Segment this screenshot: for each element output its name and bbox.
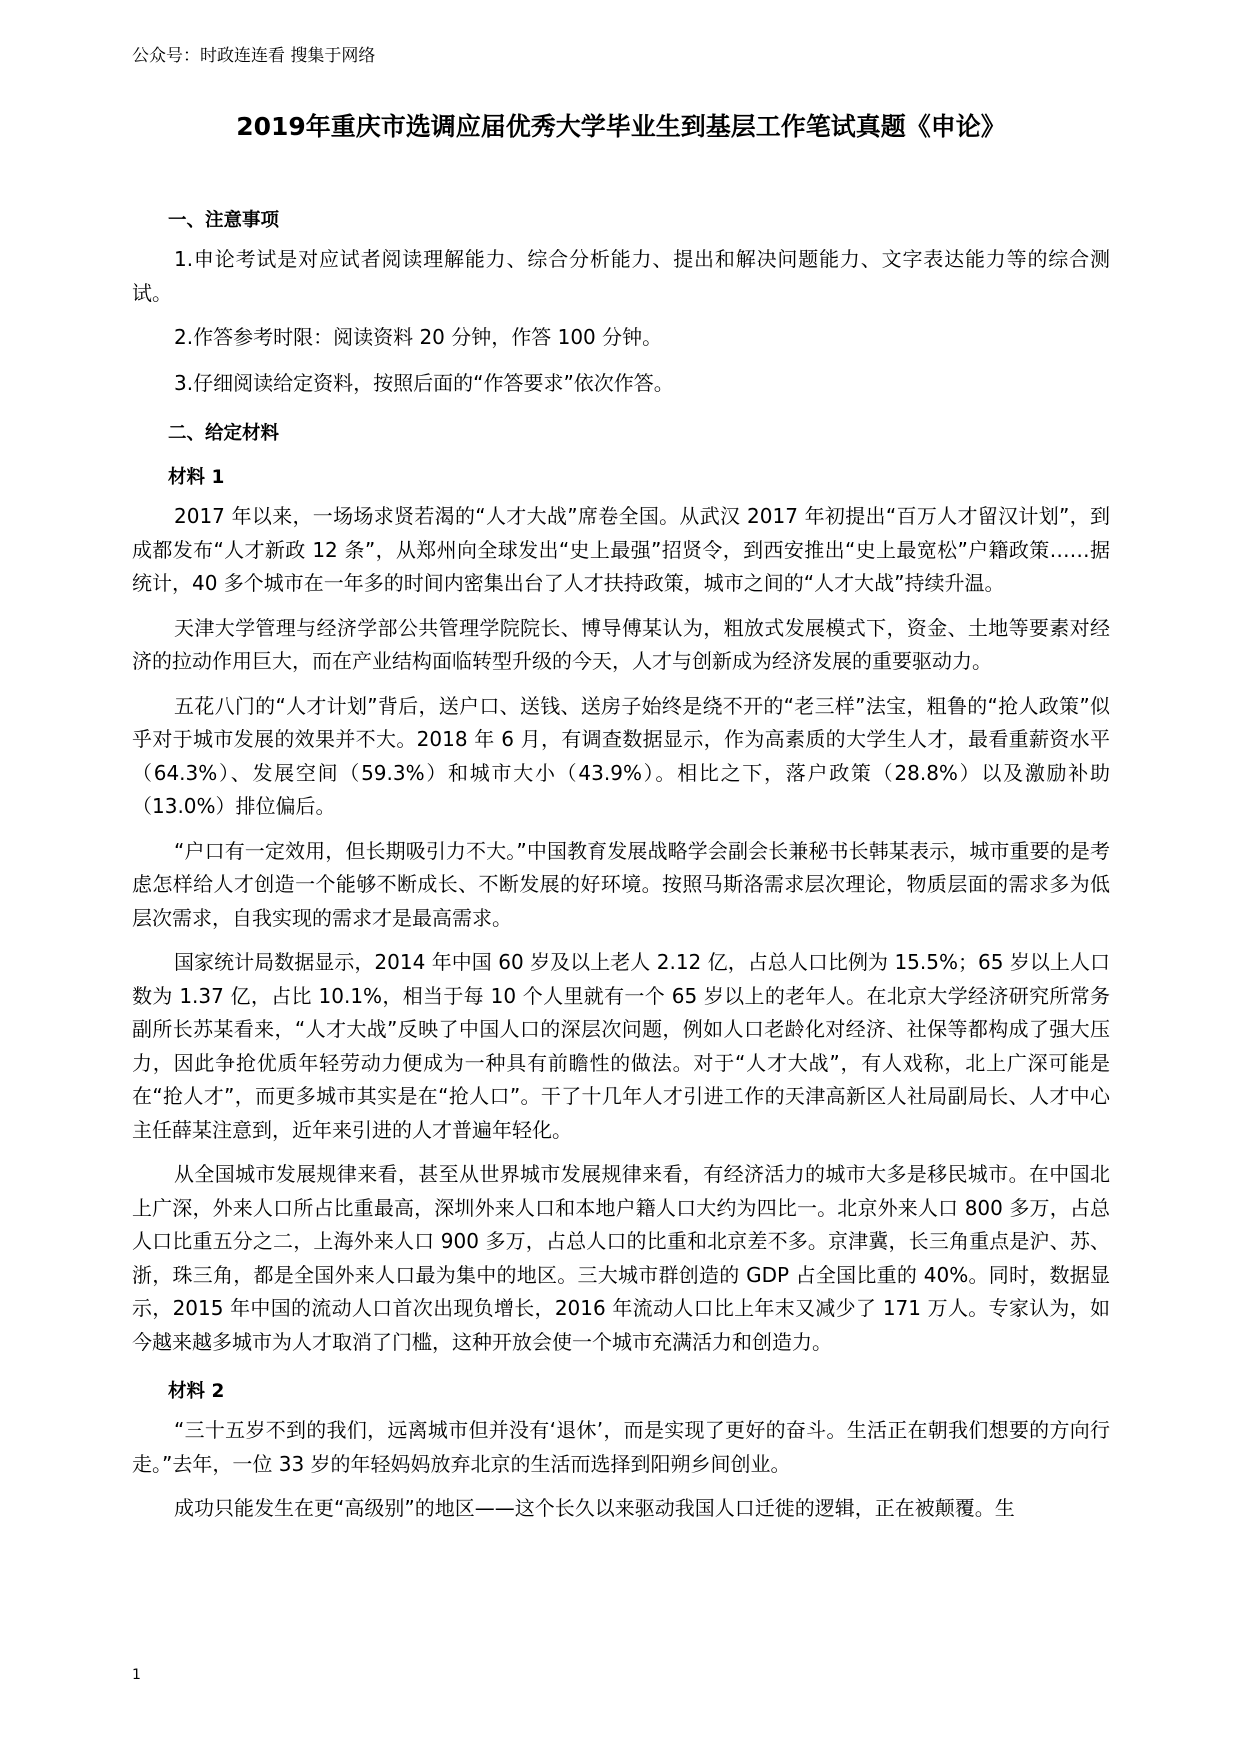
material-1-heading: 材料 1 (168, 467, 225, 488)
page-title: 2019年重庆市选调应届优秀大学毕业生到基层工作笔试真题《申论》 (236, 112, 1006, 141)
material-2-heading: 材料 2 (168, 1381, 225, 1402)
note-item-1: 1.申论考试是对应试者阅读理解能力、综合分析能力、提出和解决问题能力、文字表达能力等的综合测试。 (132, 247, 1110, 305)
material-1-paragraph: 2017 年以来，一场场求贤若渴的“人才大战”席卷全国。从武汉 2017 年初提出“百万人才留汉计划”，到成都发布“人才新政 12 条”，从郑州向全球发出“史上最强”招贤令，到西安推出“史上最宽松”户籍政策……据统计，40 多个城市在一年多的时间内密集出台了人才扶持政策，城市之间的“人才大战”持续升温。 (132, 504, 1110, 595)
note-item-3: 3.仔细阅读给定资料，按照后面的“作答要求”依次作答。 (174, 370, 674, 395)
document-body (132, 199, 1110, 1537)
material-2-paragraph: 成功只能发生在更“高级别”的地区——这个长久以来驱动我国人口迁徙的逻辑，正在被颠覆。生 (174, 1496, 1015, 1520)
material-1-paragraph: “户口有一定效用，但长期吸引力不大。”中国教育发展战略学会副会长兼秘书长韩某表示，城市重要的是考虑怎样给人才创造一个能够不断成长、不断发展的好环境。按照马斯洛需求层次理论，物质层面的需求多为低层次需求，自我实现的需求才是最高需求。 (132, 838, 1110, 930)
section-heading-materials: 二、给定材料 (168, 423, 280, 444)
material-1-paragraph: 从全国城市发展规律来看，甚至从世界城市发展规律来看，有经济活力的城市大多是移民城市。在中国北上广深，外来人口所占比重最高，深圳外来人口和本地户籍人口大约为四比一。北京外来人口 800 多万，占总人口比重五分之二，上海外来人口 900 多万，占总人口的比重和北京差不多。京津冀，长三角重点是沪、苏、浙，珠三角，都是全国外来人口最为集中的地区。三大城市群创造的 GDP 占全国比重的 40%。同时，数据显示，2015 年中国的流动人口首次出现负增长，2016 年流动人口比上年末又减少了 171 万人。专家认为，如今越来越多城市为人才取消了门槛，这种开放会使一个城市充满活力和创造力。 (132, 1162, 1110, 1354)
page-number: 1 (132, 1667, 141, 1683)
note-item-2: 2.作答参考时限：阅读资料 20 分钟，作答 100 分钟。 (174, 325, 663, 349)
section-heading-notes: 一、注意事项 (168, 210, 280, 231)
material-2-paragraph: “三十五岁不到的我们，远离城市但并没有‘退休’，而是实现了更好的奋斗。生活正在朝我们想要的方向行走。”去年，一位 33 岁的年轻妈妈放弃北京的生活而选择到阳朔乡间创业。 (132, 1418, 1110, 1476)
material-1-paragraph: 天津大学管理与经济学部公共管理学院院长、博导傅某认为，粗放式发展模式下，资金、土地等要素对经济的拉动作用巨大，而在产业结构面临转型升级的今天，人才与创新成为经济发展的重要驱动力。 (132, 615, 1110, 673)
material-1-paragraph: 五花八门的“人才计划”背后，送户口、送钱、送房子始终是绕不开的“老三样”法宝，粗鲁的“抢人政策”似乎对于城市发展的效果并不大。2018 年 6 月，有调查数据显示，作为高素质的大学生人才，最看重薪资水平（64.3%）、发展空间（59.3%）和城市大小（43.9%）。相比之下，落户政策（28.8%）以及激励补助（13.0%）排位偏后。 (132, 693, 1110, 818)
material-1-paragraph: 国家统计局数据显示，2014 年中国 60 岁及以上老人 2.12 亿，占总人口比例为 15.5%；65 岁以上人口数为 1.37 亿，占比 10.1%，相当于每 10 个人里就有一个 65 岁以上的老年人。在北京大学经济研究所常务副所长苏某看来，“人才大战”反映了中国人口的深层次问题，例如人口老龄化对经济、社保等都构成了强大压力，因此争抢优质年轻劳动力便成为一种具有前瞻性的做法。对于“人才大战”，有人戏称，北上广深可能是在“抢人才”，而更多城市其实是在“抢人口”。干了十几年人才引进工作的天津高新区人社局副局长、人才中心主任薛某注意到，近年来引进的人才普遍年轻化。 (132, 950, 1110, 1142)
header-note: 公众号：时政连连看 搜集于网络 (132, 46, 376, 66)
